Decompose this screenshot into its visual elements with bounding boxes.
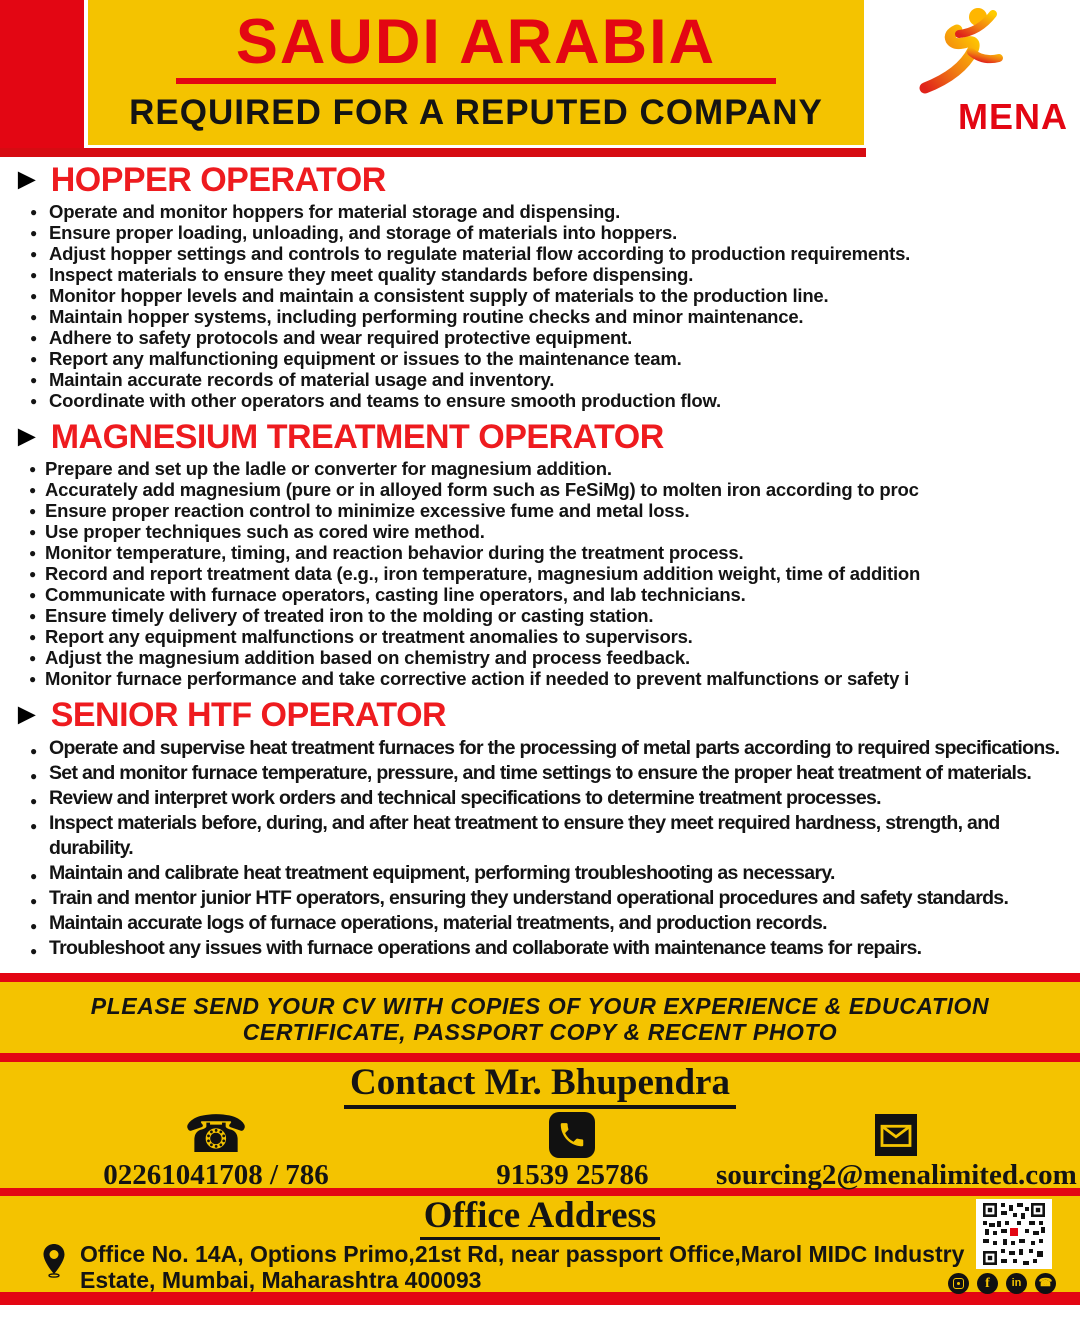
cv-note-line1: PLEASE SEND YOUR CV WITH COPIES OF YOUR EXPERIENCE & EDUCATION [90, 993, 990, 1019]
job-duty-item: ● Prepare and set up the ladle or converter for magnesium addition. [28, 458, 1074, 479]
office-address-text [80, 1241, 964, 1293]
job-title: MAGNESIUM TREATMENT OPERATOR [50, 418, 664, 456]
company-logo [868, 0, 1080, 150]
cv-instruction-band [0, 982, 1080, 1053]
job-duty-item: ● Monitor furnace performance and take corrective action if needed to prevent malfunctions or safety i [28, 668, 1074, 689]
landline-number[interactable]: 02261041708 / 786 [103, 1159, 329, 1191]
job-duty-item: ● Maintain and calibrate heat treatment equipment, performing troubleshooting as necessary. [28, 861, 1074, 886]
mobile-block [432, 1110, 713, 1190]
job-duty-item: ● Inspect materials to ensure they meet quality standards before dispensing. [28, 264, 1074, 285]
instagram-icon[interactable] [948, 1273, 969, 1294]
job-duty-item: ● Adjust the magnesium addition based on chemistry and process feedback. [28, 647, 1074, 668]
job-duties-hopper [12, 201, 1080, 411]
job-duty-item: ● Set and monitor furnace temperature, pressure, and time settings to ensure the proper heat treatment of materials. [28, 761, 1074, 786]
job-duties-senior-htf [12, 736, 1080, 961]
cv-note-line2: CERTIFICATE, PASSPORT COPY & RECENT PHOTO [242, 1019, 838, 1045]
job-duty-item: ● Ensure timely delivery of treated iron to the molding or casting station. [28, 605, 1074, 626]
job-heading-hopper [12, 162, 1080, 198]
contact-person: Contact Mr. Bhupendra [344, 1064, 736, 1109]
job-heading-senior-htf [12, 697, 1080, 733]
facebook-icon[interactable]: f [977, 1273, 998, 1294]
footer-red-bar [0, 1292, 1080, 1305]
job-duties-magnesium [12, 458, 1080, 689]
mena-runner-icon [896, 4, 1046, 104]
job-duty-item: ● Review and interpret work orders and technical specifications to determine treatment processes. [28, 786, 1074, 811]
left-red-block [0, 0, 84, 148]
job-duty-item: ● Maintain accurate records of material usage and inventory. [28, 369, 1074, 390]
header-divider-bar [0, 148, 866, 157]
job-duty-item: ● Operate and monitor hoppers for material storage and dispensing. [28, 201, 1074, 222]
mobile-number[interactable]: 91539 25786 [496, 1159, 649, 1191]
location-pin-icon [42, 1243, 66, 1284]
address-line-1: Office No. 14A, Options Primo,21st Rd, near passport Office,Marol MIDC Industry [80, 1241, 965, 1267]
office-address-section [0, 1196, 1080, 1292]
mobile-phone-icon [549, 1110, 595, 1160]
job-sections [0, 162, 1080, 961]
red-divider [0, 1053, 1080, 1062]
contact-row [0, 1106, 1080, 1191]
rotary-phone-glyph: ☎ [183, 1106, 249, 1164]
job-duty-item: ● Adhere to safety protocols and wear required protective equipment. [28, 327, 1074, 348]
job-duty-item: ● Accurately add magnesium (pure or in alloyed form such as FeSiMg) to molten iron according to proc [28, 479, 1074, 500]
title-underline [176, 78, 776, 84]
linkedin-icon[interactable]: in [1006, 1273, 1027, 1294]
arrow-icon: ► [12, 163, 42, 196]
email-icon [875, 1110, 917, 1160]
job-duty-item: ● Monitor hopper levels and maintain a consistent supply of materials to the production line. [28, 285, 1074, 306]
job-duty-item: ● Troubleshoot any issues with furnace operations and collaborate with maintenance teams for repairs. [28, 936, 1074, 961]
landline-block [0, 1106, 432, 1191]
job-duty-item: ● Record and report treatment data (e.g., iron temperature, magnesium addition weight, time of addition [28, 563, 1074, 584]
email-block [713, 1110, 1080, 1190]
contact-heading [0, 1064, 1080, 1110]
job-duty-item: ● Ensure proper loading, unloading, and storage of materials into hoppers. [28, 222, 1074, 243]
contact-section [0, 1062, 1080, 1191]
office-address-body [0, 1241, 1080, 1293]
job-duty-item: ● Maintain accurate logs of furnace operations, material treatments, and production records. [28, 911, 1074, 936]
poster-header [0, 0, 1080, 148]
red-divider [0, 973, 1080, 982]
job-duty-item: ● Adjust hopper settings and controls to regulate material flow according to production requirements. [28, 243, 1074, 264]
job-duty-item: ● Operate and supervise heat treatment furnaces for the processing of metal parts according to required specifications. [28, 736, 1074, 761]
address-line-2: Estate, Mumbai, Maharashtra 400093 [80, 1267, 482, 1293]
country-title: SAUDI ARABIA [235, 7, 717, 77]
job-duty-item: ● Communicate with furnace operators, casting line operators, and lab technicians. [28, 584, 1074, 605]
office-address-heading [0, 1197, 1080, 1239]
mena-logo-text: MENA [958, 96, 1068, 137]
arrow-icon: ► [12, 420, 42, 453]
qr-code [976, 1199, 1052, 1269]
job-duty-item: ● Inspect materials before, during, and after heat treatment to ensure they meet required hardness, strength, and durability. [28, 811, 1074, 861]
job-duty-item: ● Report any malfunctioning equipment or issues to the maintenance team. [28, 348, 1074, 369]
job-title: SENIOR HTF OPERATOR [50, 696, 447, 734]
office-address-title: Office Address [420, 1197, 661, 1240]
job-duty-item: ● Ensure proper reaction control to minimize excessive fume and metal loss. [28, 500, 1074, 521]
header-subtitle: REQUIRED FOR A REPUTED COMPANY [129, 93, 823, 132]
job-title: HOPPER OPERATOR [50, 161, 386, 199]
email-address[interactable]: sourcing2@menalimited.com [716, 1159, 1077, 1191]
header-banner [88, 0, 864, 145]
social-icons [948, 1273, 1056, 1294]
job-duty-item: ● Monitor temperature, timing, and reaction behavior during the treatment process. [28, 542, 1074, 563]
job-heading-magnesium [12, 419, 1080, 455]
whatsapp-icon[interactable]: ☎ [1035, 1273, 1056, 1294]
job-duty-item: ● Train and mentor junior HTF operators, ensuring they understand operational procedures and safety standards. [28, 886, 1074, 911]
job-duty-item: ● Report any equipment malfunctions or treatment anomalies to supervisors. [28, 626, 1074, 647]
job-duty-item: ● Maintain hopper systems, including performing routine checks and minor maintenance. [28, 306, 1074, 327]
arrow-icon: ► [12, 698, 42, 731]
rotary-phone-icon [183, 1106, 249, 1164]
job-duty-item: ● Use proper techniques such as cored wire method. [28, 521, 1074, 542]
job-duty-item: ● Coordinate with other operators and teams to ensure smooth production flow. [28, 390, 1074, 411]
